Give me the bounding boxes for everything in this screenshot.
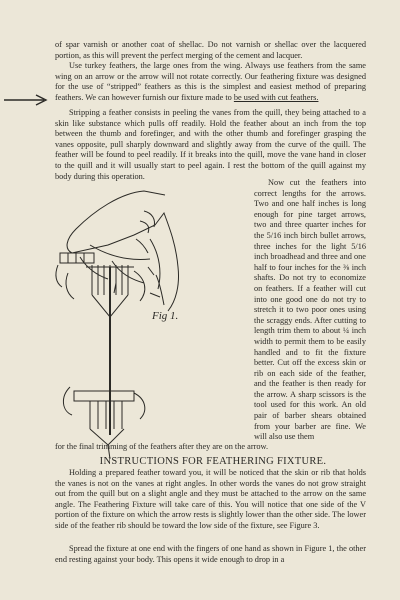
paragraph-cut-lengths: Now cut the feathers into correct lengths for the arrows. Two and one half inches is long enough for pine target arrows, two and three quarter inches for the 5/16 inch birch bullet arrows, three inches for the light 5/16 inch broadhead and three and one half to four inches for the ⅜ inch shafts. Do not try to economize on feathers. If a feather will cut into one good one do not try to stretch it to two poor ones using the scraggy ends. After cutting to length trim them to about ¼ inch width to permit them to be easily handled and to fit the fixture better. Cut off the excess skin or rib on each side of the feather, and the feather is then ready for the arrow. A sharp scissors is the tool used for this work. An old pair of barber shears obtained from your barber are fine. We will also use them xyxy=(254,178,366,442)
paragraph-holding-feather: Holding a prepared feather toward you, it will be noticed that the skin or rib that holds the vanes is not on the vanes at right angles. In other words the vanes do not grow straight out from the quill but on a slight angle and they must be attached to the arrow on the same angle. The Feathering Fixture will take care of this. You will notice that one side of the V portion of the fixture on which the arrow rests is slightly lower than the other side. The lower side of the feather rib should be toward the low side of the fixture, see Figure 3. xyxy=(55,468,366,530)
paragraph-final-trimming: for the final trimming of the feathers after they are on the arrow. xyxy=(55,442,269,451)
paragraph-turkey-feathers-text: Use turkey feathers, the large ones from the wing. Always use feathers from the same wing on an arrow or the arrow will not rotate correctly. Our feathering fixture was designed for the use of “stripped” feathers as this is the simplest and easiest method of preparing feathers. We can however furnish our fixture made to xyxy=(55,61,366,102)
figure-caption: Fig 1. xyxy=(152,310,179,322)
underlined-cut-feathers: be used with cut feathers. xyxy=(233,92,319,102)
fixture-clamp-bottom xyxy=(74,391,134,401)
section-heading: INSTRUCTIONS FOR FEATHERING FIXTURE. xyxy=(99,456,327,467)
paragraph-varnish: of spar varnish or another coat of shellac. Do not varnish or shellac over the lacquered portion, as this will prevent the perfect merging of the cement and lacquer. xyxy=(55,40,366,60)
margin-arrow-icon xyxy=(0,92,60,108)
figure-1-illustration xyxy=(50,183,250,463)
paragraph-stripping: Stripping a feather consists in peeling the vanes from the quill, they being attached to a skin like substance which pulls off readily. Hold the feather about an inch from the top between the thumb and forefinger, and with the other thumb and forefinger grasping the vanes opposite, pull sharply downward and slightly away from the curve of the quill. The feather will be found to peel readily. If it breaks into the quill, move the vane hand in closer to the quill and it will usually start to peel again. I rest the bottom of the quill against my body during this operation. xyxy=(55,108,366,181)
paragraph-turkey-feathers xyxy=(55,61,366,103)
fixture-clamp-top xyxy=(60,253,94,263)
paragraph-spread-fixture: Spread the fixture at one end with the fingers of one hand as shown in Figure 1, the other end resting against your body. This opens it wide enough to drop in a xyxy=(55,544,366,564)
